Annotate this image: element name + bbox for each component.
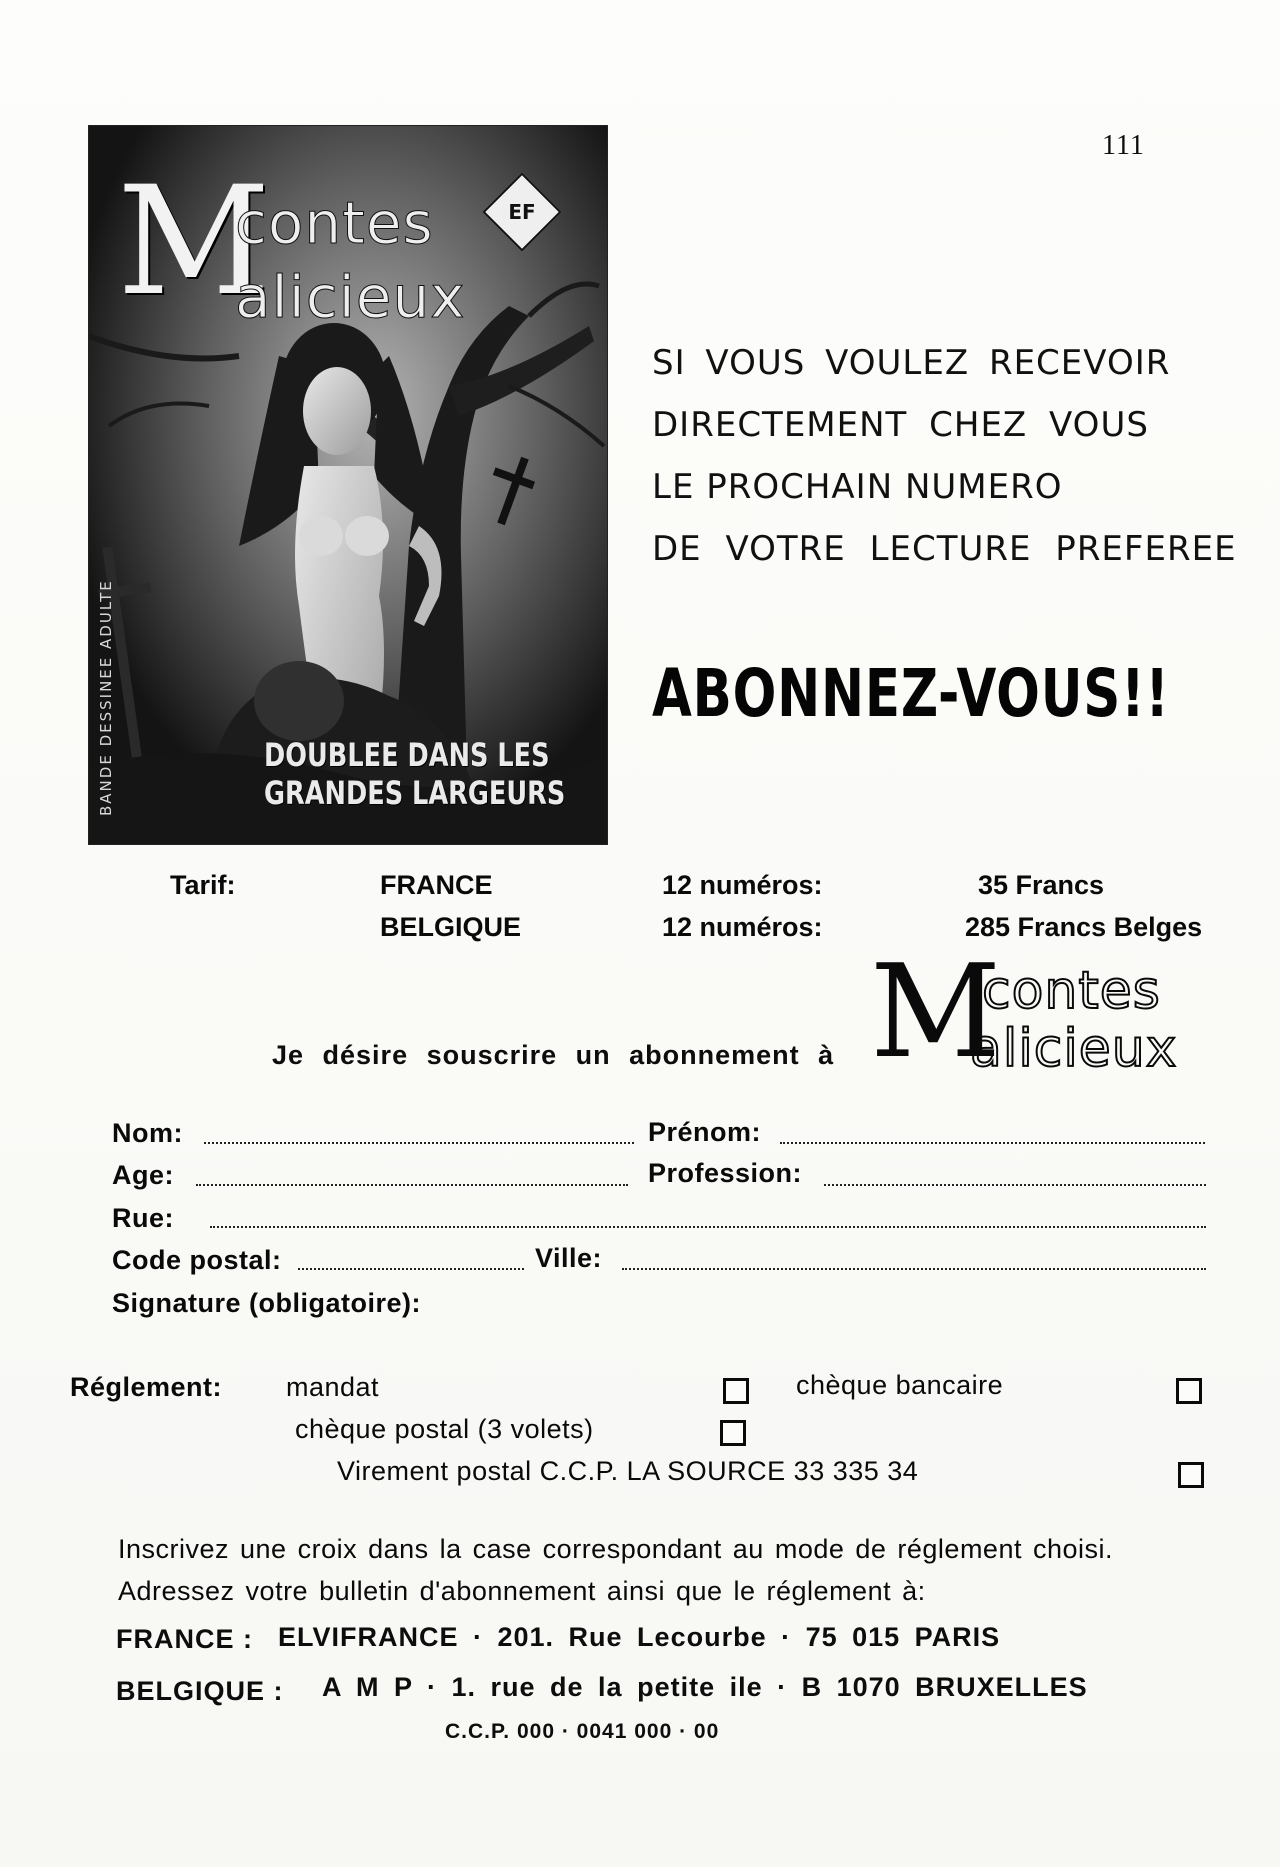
cover-tagline-line1: DOUBLEE DANS LES xyxy=(264,736,550,774)
pitch-line-1: SI VOUS VOULEZ RECEVOIR xyxy=(652,343,1171,383)
rue-label: Rue: xyxy=(112,1203,174,1233)
rue-field[interactable] xyxy=(210,1226,1206,1228)
code-postal-field[interactable] xyxy=(298,1268,524,1270)
signature-label: Signature (obligatoire): xyxy=(112,1288,421,1318)
nom-field[interactable] xyxy=(204,1142,634,1144)
tarif-country-belgique: BELGIQUE xyxy=(380,912,522,942)
age-field[interactable] xyxy=(196,1184,628,1186)
subscription-request: Je désire souscrire un abonnement à xyxy=(272,1040,835,1070)
cover-tagline-line2: GRANDES LARGEURS xyxy=(264,774,566,812)
prenom-label: Prénom: xyxy=(648,1117,762,1147)
ville-field[interactable] xyxy=(622,1268,1206,1270)
profession-field[interactable] xyxy=(824,1184,1206,1186)
tarif-issues-france: 12 numéros: xyxy=(662,870,823,900)
payment-cheque-postal-checkbox[interactable] xyxy=(720,1420,746,1446)
belgique-address: A M P · 1. rue de la petite ile · B 1070 BRUXELLES xyxy=(322,1672,1088,1702)
cover-tagline xyxy=(264,736,565,812)
payment-label: Réglement: xyxy=(70,1372,223,1402)
code-postal-label: Code postal: xyxy=(112,1245,282,1275)
tarif-label: Tarif: xyxy=(170,870,236,900)
tarif-issues-belgique: 12 numéros: xyxy=(662,912,823,942)
cover-title xyxy=(117,155,537,361)
age-label: Age: xyxy=(112,1160,174,1190)
pitch-line-2: DIRECTEMENT CHEZ VOUS xyxy=(652,405,1149,445)
ccp-account: C.C.P. 000 · 0041 000 · 00 xyxy=(445,1720,720,1743)
pitch-line-4: DE VOTRE LECTURE PREFEREE xyxy=(652,529,1237,569)
payment-mandat-checkbox[interactable] xyxy=(723,1378,749,1404)
page-number: 111 xyxy=(1102,130,1145,161)
payment-virement-checkbox[interactable] xyxy=(1178,1462,1204,1488)
logo-word1: contes xyxy=(982,961,1161,1021)
cover-side-text: BANDE DESSINEE ADULTE xyxy=(97,579,115,816)
pitch-line-3: LE PROCHAIN NUMERO xyxy=(652,467,1063,507)
logo-initial: M xyxy=(870,938,1002,1087)
instruction-line-2: Adressez votre bulletin d'abonnement ainsi que le réglement à: xyxy=(118,1576,926,1606)
france-address-label: FRANCE : xyxy=(116,1624,253,1654)
cover-badge-label: EF xyxy=(508,200,536,224)
prenom-field[interactable] xyxy=(780,1142,1205,1144)
payment-mandat-label: mandat xyxy=(286,1372,380,1402)
pitch-text xyxy=(652,332,1237,580)
payment-cheque-bancaire-label: chèque bancaire xyxy=(796,1370,1004,1400)
belgique-address-label: BELGIQUE : xyxy=(116,1676,284,1706)
profession-label: Profession: xyxy=(648,1158,803,1188)
magazine-cover-illustration xyxy=(88,125,608,845)
call-to-action: ABONNEZ-VOUS!! xyxy=(652,655,1170,732)
nom-label: Nom: xyxy=(112,1118,183,1148)
cover-title-word2: alicieux xyxy=(235,263,466,331)
cover-title-initial: M xyxy=(117,155,271,329)
payment-virement-label: Virement postal C.C.P. LA SOURCE 33 335 34 xyxy=(337,1456,919,1486)
payment-cheque-bancaire-checkbox[interactable] xyxy=(1176,1378,1202,1404)
tarif-price-belgique: 285 Francs Belges xyxy=(965,912,1203,942)
ville-label: Ville: xyxy=(535,1243,603,1273)
instruction-line-1: Inscrivez une croix dans la case correspondant au mode de réglement choisi. xyxy=(118,1534,1113,1564)
tarif-price-france: 35 Francs xyxy=(978,870,1105,900)
magazine-logo xyxy=(870,938,1190,1090)
payment-cheque-postal-label: chèque postal (3 volets) xyxy=(295,1414,594,1444)
cover-title-word1: contes xyxy=(235,189,434,257)
logo-word2: alicieux xyxy=(970,1019,1178,1079)
france-address: ELVIFRANCE · 201. Rue Lecourbe · 75 015 PARIS xyxy=(278,1622,1001,1652)
tarif-country-france: FRANCE xyxy=(380,870,493,900)
